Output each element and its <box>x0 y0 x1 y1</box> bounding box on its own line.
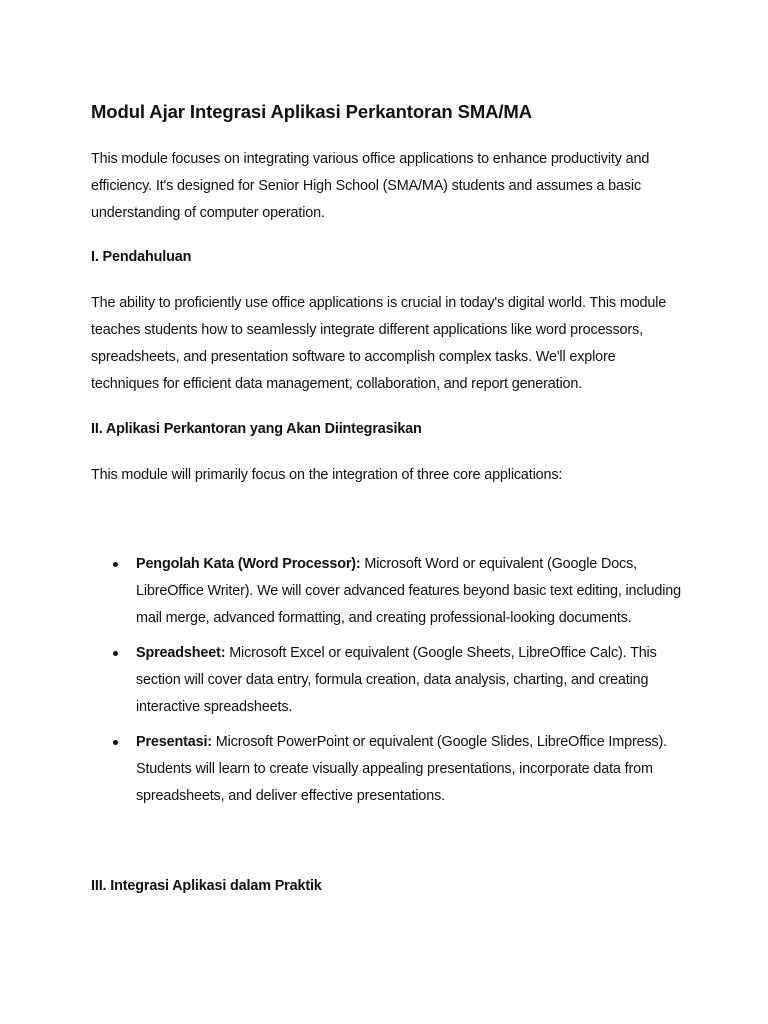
list-item-presentasi <box>91 729 688 810</box>
application-list <box>91 551 691 818</box>
section-heading-integrasi: III. Integrasi Aplikasi dalam Praktik <box>91 878 322 894</box>
list-item-word-processor <box>91 551 688 632</box>
bullet-term: Pengolah Kata (Word Processor): <box>136 556 361 572</box>
bullet-text: Microsoft PowerPoint or equivalent (Google Slides, LibreOffice Impress). Students will learn to create visually appealing presentations, incorporate data from spreadsheets, and deliver effective presentations. <box>136 734 668 804</box>
pendahuluan-paragraph: The ability to proficiently use office applications is crucial in today's digital world. This module teaches students how to seamlessly integrate different applications like word processors, spreadsheets, and presentation software to accomplish complex tasks. We'll explore techniques for efficient data management, collaboration, and report generation. <box>91 295 667 392</box>
aplikasi-paragraph: This module will primarily focus on the integration of three core applications: <box>91 467 563 483</box>
intro-paragraph: This module focuses on integrating various office applications to enhance productivity and efficiency. It's designed for Senior High School (SMA/MA) students and assumes a basic understanding of computer operation. <box>91 151 650 221</box>
section-heading-pendahuluan: I. Pendahuluan <box>91 249 192 265</box>
bullet-term: Spreadsheet: <box>136 645 226 661</box>
document-title: Modul Ajar Integrasi Aplikasi Perkantoran SMA/MA <box>91 101 532 122</box>
bullet-point <box>113 740 118 745</box>
bullet-text: Microsoft Excel or equivalent (Google Sheets, LibreOffice Calc). This section will cover data entry, formula creation, data analysis, charting, and creating interactive spreadsheets. <box>136 645 657 715</box>
bullet-term: Presentasi: <box>136 734 212 750</box>
bullet-point <box>113 651 118 656</box>
list-item-spreadsheet <box>91 640 688 721</box>
bullet-text: Microsoft Word or equivalent (Google Docs, LibreOffice Writer). We will cover advanced features beyond basic text editing, including mail merge, advanced formatting, and creating professional-looking documents. <box>136 556 681 626</box>
section-heading-aplikasi: II. Aplikasi Perkantoran yang Akan Diintegrasikan <box>91 421 422 437</box>
bullet-point <box>113 562 118 567</box>
